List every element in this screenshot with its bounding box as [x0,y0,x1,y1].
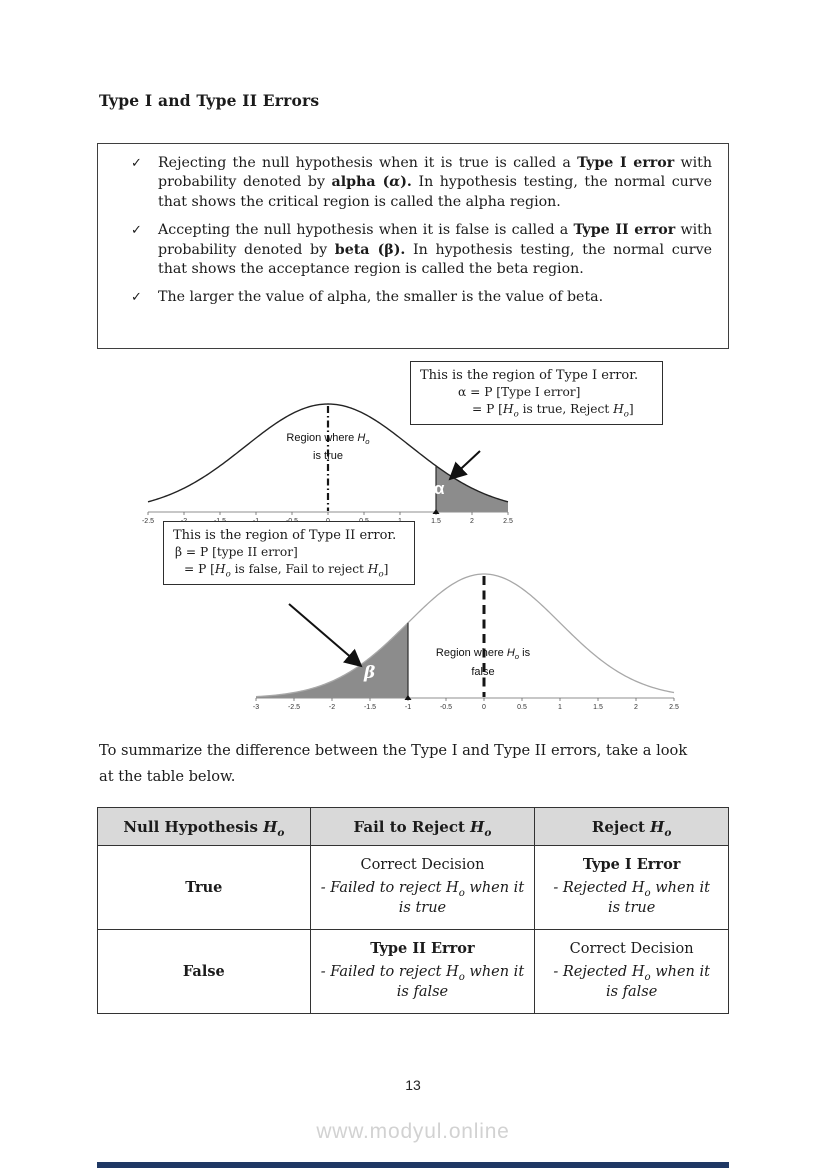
svg-text:-2.5: -2.5 [141,518,155,525]
beta-formula: β = P [type II error] [175,545,298,560]
chart1-region-label: Region where $H_o$ is true [286,432,370,462]
svg-text:-2.5: -2.5 [287,704,301,711]
bullet-text: The larger the value of alpha, the smaller is the value of beta. [158,289,604,306]
svg-text:0.5: 0.5 [517,704,527,711]
header-null-hypothesis: Null Hypothesis $H_o$ [98,808,311,846]
alpha-shade-label: α [434,479,445,498]
svg-text:-1.5: -1.5 [363,704,377,711]
checkmark-icon: ✓ [131,223,142,239]
callout-text: This is the region of Type II error. [173,528,397,543]
bullet-text: Rejecting the null hypothesis when it is true is called a Type I error with probability denoted by alpha (α). In hypothesis testing, the normal curve that shows the critical region is called the alpha region. [158,155,713,210]
key-points-box [97,143,729,349]
svg-text:1.5: 1.5 [431,518,441,525]
page-title: Type I and Type II Errors [99,91,320,110]
checkmark-icon: ✓ [131,156,142,171]
svg-text:2: 2 [470,518,474,525]
bullet-alpha-beta-relation [122,288,712,307]
table-header-row [98,808,729,846]
type1-region-callout [410,361,663,425]
table-row-true [98,846,729,930]
beta-shade-label: β [364,663,376,683]
checkmark-icon: ✓ [131,290,142,306]
svg-text:1.5: 1.5 [593,704,603,711]
table-row-false [98,930,729,1014]
svg-text:-1: -1 [404,704,412,711]
error-summary-table [97,807,729,1014]
page-number: 13 [405,1077,421,1093]
row-label: True [98,846,311,930]
type2-region-callout [163,521,415,585]
callout-text: This is the region of Type I error. [420,368,639,383]
header-reject: Reject $H_o$ [535,808,729,846]
row-label: False [98,930,311,1014]
chart2-region-label: Region where $H_o$ is false [435,647,531,678]
bullet-type1-error [122,154,712,212]
summary-paragraph: To summarize the difference between the Type I and Type II errors, take a look at the table below. [99,742,688,785]
svg-text:0: 0 [482,704,486,711]
cell-false-fail-to-reject: Type II Error - Failed to reject $H_o$ when it is false [310,930,535,1014]
beta-formula-expansion: = P [$H_o$ is false, Fail to reject $H_o$] [184,561,389,580]
header-fail-to-reject: Fail to Reject $H_o$ [310,808,535,846]
bullet-text: Accepting the null hypothesis when it is false is called a Type II error with probability denoted by beta (β). In hypothesis testing, the normal curve that shows the acceptance region is called the beta region. [158,222,712,278]
svg-text:-3: -3 [252,704,260,711]
footer-accent-bar [97,1162,729,1168]
svg-text:1: 1 [558,704,562,711]
bullet-type2-error [122,221,712,279]
watermark-text: www.modyul.online [316,1120,510,1143]
cell-false-reject: Correct Decision - Rejected $H_o$ when it is false [535,930,729,1014]
cell-true-fail-to-reject: Correct Decision - Failed to reject $H_o$ when it is true [310,846,535,930]
svg-text:2.5: 2.5 [503,518,513,525]
svg-text:-0.5: -0.5 [439,704,453,711]
svg-text:2.5: 2.5 [669,704,679,711]
cell-true-reject: Type I Error - Rejected $H_o$ when it is true [535,846,729,930]
alpha-formula-expansion: = P [$H_o$ is true, Reject $H_o$] [472,401,634,420]
svg-text:-2: -2 [328,704,336,711]
svg-text:2: 2 [634,704,638,711]
alpha-formula: α = P [Type I error] [458,385,581,400]
